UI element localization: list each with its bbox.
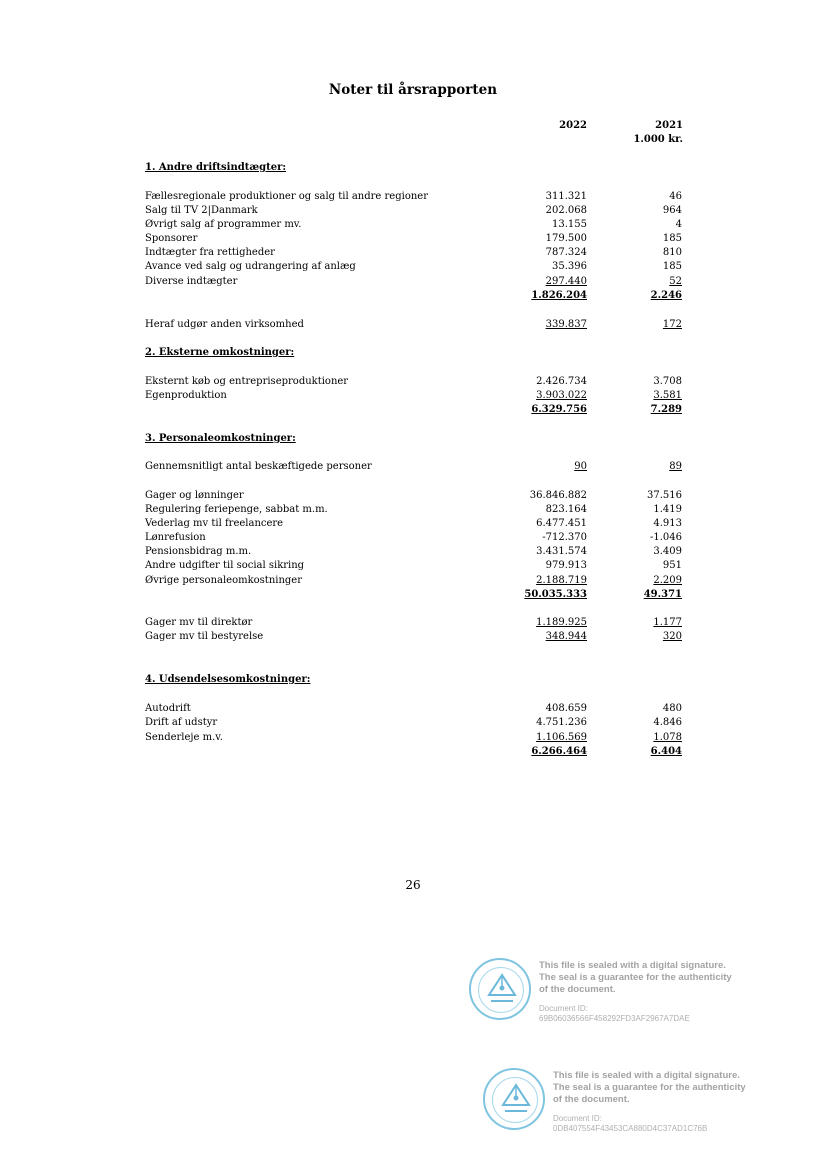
total-2021: 2.246 — [650, 290, 682, 301]
digital-seal — [469, 958, 769, 1038]
row-label: Eksternt køb og entrepriseproduktioner — [145, 376, 349, 387]
value-2022: 1.189.925 — [536, 617, 587, 628]
row-label: Sponsorer — [145, 233, 198, 244]
total-row — [145, 588, 685, 602]
value-2022: 823.164 — [545, 504, 587, 515]
table-row — [145, 702, 685, 716]
table-row — [145, 246, 685, 260]
document-id-label: Document ID: — [553, 1114, 602, 1123]
total-row — [145, 745, 685, 759]
value-2022: 36.846.882 — [529, 490, 587, 501]
value-2021: 1.078 — [653, 732, 682, 743]
row-label: Andre udgifter til social sikring — [145, 560, 305, 571]
table-row — [145, 190, 685, 204]
row-label: Vederlag mv til freelancere — [145, 518, 284, 529]
value-2021: 37.516 — [647, 490, 682, 501]
value-2022: 13.155 — [552, 219, 587, 230]
value-2022: 297.440 — [545, 276, 587, 287]
row-label: Indtægter fra rettigheder — [145, 247, 275, 258]
section-heading-andre-driftsindtaegter: 1. Andre driftsindtægter: — [145, 162, 287, 173]
value-2021: 3.409 — [653, 546, 682, 557]
value-2021: 89 — [669, 461, 682, 472]
value-2021: 185 — [662, 261, 682, 272]
section-heading-personaleomkostninger: 3. Personaleomkostninger: — [145, 433, 296, 444]
table-row — [145, 204, 685, 218]
row-label: Avance ved salg og udrangering af anlæg — [145, 261, 356, 272]
document-id-label: Document ID: — [539, 1004, 588, 1013]
table-row — [145, 716, 685, 730]
table-row — [145, 630, 685, 644]
row-label: Autodrift — [145, 703, 191, 714]
value-2022: 787.324 — [545, 247, 587, 258]
section-heading-udsendelsesomkostninger: 4. Udsendelsesomkostninger: — [145, 674, 311, 685]
total-2022: 50.035.333 — [524, 589, 587, 600]
table-row — [145, 559, 685, 573]
total-row — [145, 289, 685, 303]
table-row — [145, 545, 685, 559]
value-2022: 3.903.022 — [536, 390, 587, 401]
column-unit: 1.000 kr. — [633, 134, 683, 145]
total-row — [145, 403, 685, 417]
total-2021: 7.289 — [650, 404, 682, 415]
seal-text-line: of the document. — [539, 984, 616, 995]
value-2022: 339.837 — [545, 319, 587, 330]
total-2021: 6.404 — [650, 746, 682, 757]
row-label: Fællesregionale produktioner og salg til andre regioner — [145, 191, 428, 202]
row-label: Øvrige personaleomkostninger — [145, 575, 303, 586]
value-2021: -1.046 — [649, 532, 682, 543]
total-2021: 49.371 — [643, 589, 682, 600]
value-2021: 4.913 — [653, 518, 682, 529]
seal-text-line: The seal is a guarantee for the authenticity — [539, 972, 732, 983]
row-label: Regulering feriepenge, sabbat m.m. — [145, 504, 328, 515]
table-row — [145, 318, 685, 332]
value-2021: 320 — [662, 631, 682, 642]
value-2021: 2.209 — [653, 575, 682, 586]
table-row — [145, 731, 685, 745]
page-number: 26 — [405, 878, 421, 892]
row-label: Lønrefusion — [145, 532, 206, 543]
seal-text-line: This file is sealed with a digital signature. — [553, 1070, 740, 1081]
table-row — [145, 531, 685, 545]
seal-text-line: This file is sealed with a digital signature. — [539, 960, 726, 971]
value-2022: 3.431.574 — [536, 546, 587, 557]
column-header-2022: 2022 — [559, 120, 587, 131]
table-row — [145, 574, 685, 588]
value-2021: 810 — [662, 247, 682, 258]
table-row — [145, 489, 685, 503]
value-2021: 1.177 — [653, 617, 682, 628]
value-2021: 172 — [662, 319, 682, 330]
digital-seal — [483, 1068, 783, 1148]
seal-emblem-icon — [469, 958, 531, 1020]
table-row — [145, 503, 685, 517]
value-2022: 202.068 — [545, 205, 587, 216]
value-2021: 964 — [662, 205, 682, 216]
value-2021: 52 — [669, 276, 682, 287]
document-id: 69B06036566F458292FD3AF2967A7DAE — [539, 1014, 690, 1023]
value-2022: 4.751.236 — [536, 717, 587, 728]
seal-emblem-icon — [483, 1068, 545, 1130]
row-label: Heraf udgør anden virksomhed — [145, 319, 304, 330]
table-row — [145, 460, 685, 474]
value-2021: 185 — [662, 233, 682, 244]
table-row — [145, 275, 685, 289]
value-2021: 1.419 — [653, 504, 682, 515]
row-label: Pensionsbidrag m.m. — [145, 546, 252, 557]
value-2022: -712.370 — [542, 532, 587, 543]
value-2022: 179.500 — [545, 233, 587, 244]
value-2022: 2.188.719 — [536, 575, 587, 586]
value-2022: 311.321 — [545, 191, 587, 202]
page-title: Noter til årsrapporten — [328, 82, 498, 98]
table-row — [145, 616, 685, 630]
section-heading-eksterne-omkostninger: 2. Eksterne omkostninger: — [145, 347, 295, 358]
row-label: Gager og lønninger — [145, 490, 244, 501]
value-2022: 90 — [574, 461, 587, 472]
total-2022: 6.266.464 — [531, 746, 587, 757]
value-2022: 6.477.451 — [536, 518, 587, 529]
value-2021: 3.708 — [653, 376, 682, 387]
table-row — [145, 375, 685, 389]
row-label: Egenproduktion — [145, 390, 227, 401]
value-2021: 4.846 — [653, 717, 682, 728]
document-id: 0DB407554F43453CA880D4C37AD1C76B — [553, 1124, 708, 1133]
value-2022: 2.426.734 — [536, 376, 587, 387]
row-label: Salg til TV 2|Danmark — [145, 205, 258, 216]
table-row — [145, 232, 685, 246]
value-2022: 979.913 — [545, 560, 587, 571]
value-2021: 4 — [675, 219, 682, 230]
value-2022: 408.659 — [545, 703, 587, 714]
value-2021: 480 — [662, 703, 682, 714]
value-2022: 35.396 — [552, 261, 587, 272]
total-2022: 6.329.756 — [531, 404, 587, 415]
table-row — [145, 389, 685, 403]
value-2021: 951 — [662, 560, 682, 571]
seal-text-line: The seal is a guarantee for the authenticity — [553, 1082, 746, 1093]
row-label: Gennemsnitligt antal beskæftigede personer — [145, 461, 372, 472]
row-label: Diverse indtægter — [145, 276, 238, 287]
seal-text-line: of the document. — [553, 1094, 630, 1105]
row-label: Gager mv til bestyrelse — [145, 631, 264, 642]
value-2021: 3.581 — [653, 390, 682, 401]
table-row — [145, 517, 685, 531]
row-label: Drift af udstyr — [145, 717, 218, 728]
table-row — [145, 260, 685, 274]
row-label: Gager mv til direktør — [145, 617, 253, 628]
row-label: Øvrigt salg af programmer mv. — [145, 219, 302, 230]
value-2022: 1.106.569 — [536, 732, 587, 743]
column-header-2021: 2021 — [655, 120, 683, 131]
table-row — [145, 218, 685, 232]
total-2022: 1.826.204 — [531, 290, 587, 301]
row-label: Senderleje m.v. — [145, 732, 223, 743]
value-2021: 46 — [669, 191, 682, 202]
value-2022: 348.944 — [545, 631, 587, 642]
